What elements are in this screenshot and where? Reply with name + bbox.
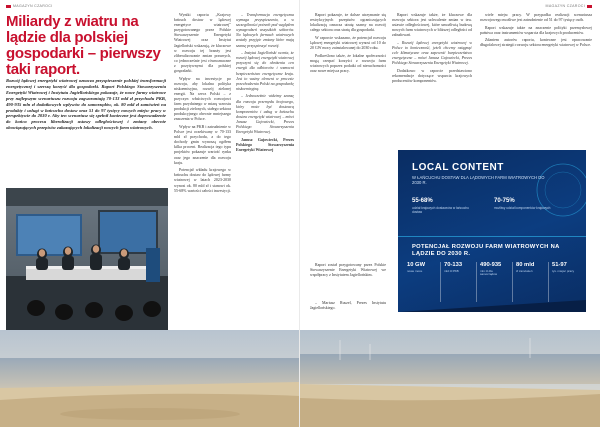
paragraph: Podkreślono także, że lokalne społeczności mogą czerpać korzyści z rozwoju farm wiatrowych poprzez podatki od nieruchomości oraz nowe miejsca pracy. — [310, 52, 386, 73]
conference-photo-illustration — [6, 188, 168, 330]
right-column-3 — [480, 12, 592, 148]
cell-value: 51-97 — [552, 262, 567, 268]
right-column-2 — [392, 12, 472, 148]
paragraph: wiele miejsc pracy. W przypadku realizacji scenariusza rozwojowego możliwe jest zatrudnienie od 51 do 97 tysięcy osób. — [480, 12, 592, 23]
cell-label: zł zamówień — [516, 268, 533, 273]
infographic-cell — [404, 262, 438, 302]
infographic-cell — [548, 262, 582, 302]
local-content-infographic — [398, 150, 586, 312]
paragraph: Potencjał wkładu krajowego w łańcuchu dostaw do lądowej farmy wiatrowej w latach 2023-2030 wynosi ok. 80 mld zł i stanowi ok. 55-68% wartości całości inwestycji. — [174, 167, 231, 193]
right-page-header — [546, 4, 592, 8]
beach-illustration-right — [300, 330, 600, 427]
signature: Janusz Gajowiecki, Prezes Polskiego Stowarzyszenia Energetyki Wiatrowej — [236, 136, 294, 152]
infographic-title-2: POTENCJAŁ ROZWOJU FARM WIATROWYCH NA LĄDZIE DO 2030 R. — [412, 244, 560, 257]
header-accent-bar — [6, 5, 11, 8]
paragraph: Wpływ na inwestycje po rozwoju, aby lokalna polityka niskoemisyjna, rozwój zielonej energii. Na rzecz Polski – z przyczyn właściwych rozwojowi farm przydatnego w miarę wzrostu produkcji zielonych, stałego sektora produkcyjnego obecnie mniejszego znaczenia w Polsce. — [174, 75, 231, 122]
article-lead: Rozwój lądowej energetyki wiatrowej oznacza przyspieszenie polskiej transformacji energetycznej i szerszą korzyść dla gospodarki. Raport Polskiego Stowarzyszenia Energetyki Wiatrowej i Instytutu Jagiellońskiego pokazuje, że nowe farmy wiatrowe przy najlepszym scenariuszu rozwoju zagwarantują 70-133 mld zł przychodu PKB, 490-935 mln zł dodatkowych wpływów do samorządów, ok. 80 mld zł zamówień na produkty i usługi w łańcuchu dostaw oraz 51 do 97 tysięcy nowych miejsc pracy w perspektywie do 2030 r. Aby ten scenariusz się spełnił konieczne jest doprowadzenie do końca procesu liberalizacji ustawy odległościowej i zmiany obecnie obowiązujących przepisów zakazujących lokalizacji nowych farm wiatrowych. — [6, 78, 166, 131]
paragraph: Raport pokazuje, że dalsze utrzymanie się restrykcyjnych przepisów ograniczających lokalizację oznacza utratę szansy na rozwój całego sektora oraz stratę dla gospodarki. — [310, 12, 386, 33]
conference-photo — [6, 188, 168, 330]
left-column-3 — [236, 12, 294, 330]
left-column-2 — [174, 12, 231, 330]
cell-label: mln zł dla samorządów — [480, 268, 498, 276]
beach-illustration-left — [0, 330, 300, 427]
beach-photo-left — [0, 330, 300, 427]
cell-label: nowe moce — [407, 268, 423, 273]
paragraph: Wpływ na PKB i zatrudnienie w Polsce jest oczekiwany w 70-133 mld zł przychodu, a do tego dochody gmin wynoszą ogółem kilka procent. Realizacja tego typu projektów pokazuje wartość rynku oraz jego znaczenie dla rozwoju kraju. — [174, 123, 231, 165]
left-page-header — [6, 4, 52, 8]
paragraph: Raport został przygotowany przez Polskie Stowarzyszenie Energetyki Wiatrowej we współpracy z Instytutem Jagiellońskim. — [310, 262, 386, 278]
left-header-text: MAGAZYN CZAROCI — [13, 4, 53, 8]
paragraph: W raporcie wskazano, że potencjał rozwoju lądowej energetyki wiatrowej wynosi od 10 do 20 GW mocy zainstalowanej do 2030 roku. — [310, 34, 386, 51]
cell-value: 70-133 — [444, 262, 463, 268]
stat-1-value: 55-68% — [412, 198, 433, 204]
cell-label: tys. miejsc pracy — [552, 268, 575, 273]
cell-label: mld zł PKB — [444, 268, 459, 273]
cell-value: 490-935 — [480, 262, 502, 268]
article-headline: Miliardy z wiatru na lądzie dla polskiej gospodarki – pierwszy taki raport. — [6, 13, 161, 78]
paragraph: Zdaniem autorów raportu, konieczne jest opracowanie długofalowej strategii rozwoju sektora energetyki wiatrowej w Polsce. — [480, 37, 592, 48]
infographic-cell — [512, 262, 546, 302]
right-column-2-bottom — [310, 300, 386, 322]
paragraph: – Transformacja energetyczna wymaga przyspieszenia, a w szczególności potrzeb pod względem wynagrodzeń wszystkich sektorów. Na lądowych farmach wiatrowych zostały przyjęte zmiany które mają szansę przyspieszyć rozwój. — [236, 12, 294, 48]
cell-value: 10 GW — [407, 262, 426, 268]
infographic-cell — [476, 262, 510, 302]
right-column-1 — [310, 12, 386, 260]
paragraph: – Instytut Jagielloński ocenia, że rozwój lądowej energetyki wiatrowej przyczyni się do obniżenia cen energii dla odbiorców i wzmocni bezpieczeństwo energetyczne kraju. Jest to ważny element w procesie przechodzenia Polski na gospodarkę niskoemisyjną. — [236, 50, 294, 91]
infographic-title: LOCAL CONTENT — [412, 162, 504, 173]
beach-photo-right — [300, 330, 600, 427]
paragraph: Raport wskazuje także na znaczenie polityki przemysłowej państwa oraz instrumentów wsparcia dla krajowych producentów. — [480, 24, 592, 35]
right-header-text: MAGAZYN CZAROCI — [545, 4, 585, 8]
header-accent-bar — [587, 5, 592, 8]
stat-2-label: możliwy udział komponentów krajowych — [494, 206, 551, 210]
cell-value: 80 mld — [516, 262, 535, 268]
right-page — [300, 0, 600, 427]
stat-2-value: 70-75% — [494, 198, 515, 204]
paragraph: – Jednocześnie widzimy szansę dla rozwoju przemysłu krajowego, który może być dostawcą komponentów i usług w łańcuchu dostaw energetyki wiatrowej – mówi Janusz Gajowiecki, Prezes Polskiego Stowarzyszenia Energetyki Wiatrowej. — [236, 93, 294, 135]
infographic-subtitle: W ŁAŃCUCHU DOSTAW DLA LĄDOWYCH FARM WIATROWYCH DO 2030 R. — [412, 175, 545, 185]
stat-1-label: udział krajowych dostawców w łańcuchu dostaw — [412, 206, 469, 214]
paragraph: Wyniki raportu „Krajowy łańcuch dostaw w lądowej energetyce wiatrowej" przygotowanego przez Polskie Stowarzyszenie Energetyki Wiatrowej oraz Instytut Jagielloński wskazują, że kluczowe w rozwoju tej branży jest zliberalizowanie zmian prawnych, co jednocześnie jest równoznaczne z pozytywnymi dla polskiej gospodarki. — [174, 12, 231, 74]
paragraph: – Rozwój lądowej energetyki wiatrowej w Polsce to konieczność, jeżeli chcemy osiągnąć cele klimatyczne oraz zapewnić bezpieczeństwo energetyczne – mówi Janusz Gajowiecki, Prezes Polskiego Stowarzyszenia Energetyki Wiatrowej. — [392, 39, 472, 66]
paragraph: Raport wskazuje także, że kluczowe dla rozwoju sektora jest uchwalenie zmian w tzw. ustawie odległościowej, które umożliwią budowę nowych farm wiatrowych w bliższej odległości od zabudowań. — [392, 12, 472, 38]
infographic-cell — [440, 262, 474, 302]
paragraph: Dodatkowo w raporcie przedstawiono rekomendacje dotyczące wsparcia krajowych producentów komponentów. — [392, 67, 472, 84]
paragraph: – Mariusz Ruszel, Prezes Instytutu Jagiellońskiego. — [310, 300, 386, 311]
